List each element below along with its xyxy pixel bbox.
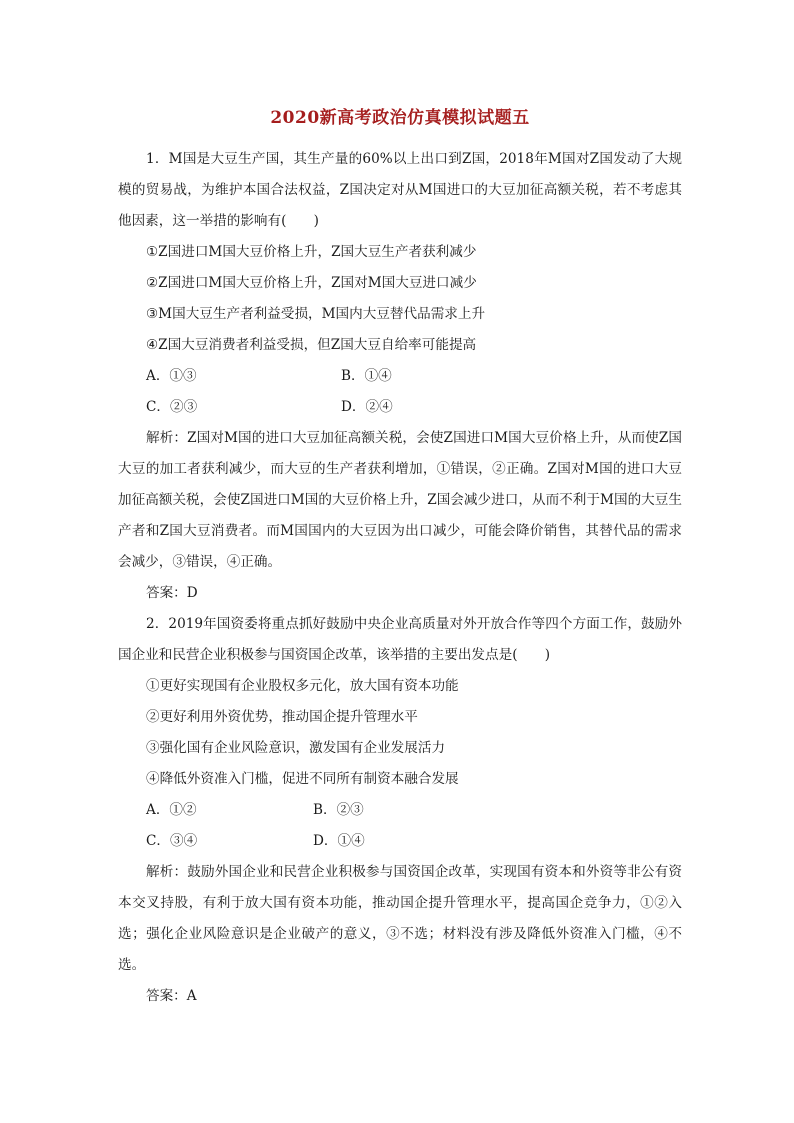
statement-option: ①Z国进口M国大豆价格上升，Z国大豆生产者获利减少 xyxy=(146,244,477,260)
choice-row xyxy=(118,795,682,826)
analysis-text: 解析：Z国对M国的进口大豆加征高额关税，会使Z国进口M国大豆价格上升，从而使Z国大豆的加工者获利减少，而大豆的生产者获利增加，①错误，②正确。Z国对M国的进口大豆加征高额关税，会使Z国进口M国的大豆价格上升，Z国会减少进口，从而不利于M国的大豆生产者和Z国大豆消费者。而M国国内的大豆因为出口减少，可能会降价销售，其替代品的需求会减少，③错误，④正确。 xyxy=(118,430,682,570)
question-stem: 1．M国是大豆生产国，其生产量的60%以上出口到Z国，2018年M国对Z国发动了大规模的贸易战，为维护本国合法权益，Z国决定对从M国进口的大豆加征高额关税，若不考虑其他因素，这一举措的影响有( ) xyxy=(118,151,682,229)
choice-c: C．②③ xyxy=(146,399,198,415)
choice-row xyxy=(118,361,682,392)
question-1 xyxy=(118,144,682,609)
statement-option: ④Z国大豆消费者利益受损，但Z国大豆自给率可能提高 xyxy=(146,337,477,353)
statement-option: ③M国大豆生产者利益受损，M国内大豆替代品需求上升 xyxy=(146,306,486,322)
answer-text: 答案：D xyxy=(146,585,198,601)
statement-option: ②更好利用外资优势，推动国企提升管理水平 xyxy=(146,709,418,725)
statement-option: ②Z国进口M国大豆价格上升，Z国对M国大豆进口减少 xyxy=(146,275,477,291)
choice-b: B．①④ xyxy=(341,368,392,384)
answer-text: 答案：A xyxy=(146,988,197,1004)
statement-option: ①更好实现国有企业股权多元化，放大国有资本功能 xyxy=(146,678,459,694)
choice-row xyxy=(118,392,682,423)
analysis-text: 解析：鼓励外国企业和民营企业积极参与国资国企改革，实现国有资本和外资等非公有资本交叉持股，有利于放大国有资本功能，推动国企提升管理水平，提高国企竞争力，①②入选；强化企业风险意识是企业破产的意义，③不选；材料没有涉及降低外资准入门槛，④不选。 xyxy=(118,864,682,973)
question-2 xyxy=(118,609,682,1012)
page-title: 2020新高考政治仿真模拟试题五 xyxy=(270,108,530,128)
choice-b: B．②③ xyxy=(313,802,364,818)
choice-c: C．③④ xyxy=(146,833,198,849)
choice-row xyxy=(118,826,682,857)
choice-d: D．①④ xyxy=(313,833,365,849)
choice-a: A．①② xyxy=(146,802,197,818)
choice-d: D．②④ xyxy=(341,399,393,415)
statement-option: ③强化国有企业风险意识，激发国有企业发展活力 xyxy=(146,740,446,756)
question-stem: 2．2019年国资委将重点抓好鼓励中央企业高质量对外开放合作等四个方面工作，鼓励外国企业和民营企业积极参与国资国企改革，该举措的主要出发点是( ) xyxy=(118,616,682,663)
choice-a: A．①③ xyxy=(146,368,197,384)
statement-option: ④降低外资准入门槛，促进不同所有制资本融合发展 xyxy=(146,771,459,787)
